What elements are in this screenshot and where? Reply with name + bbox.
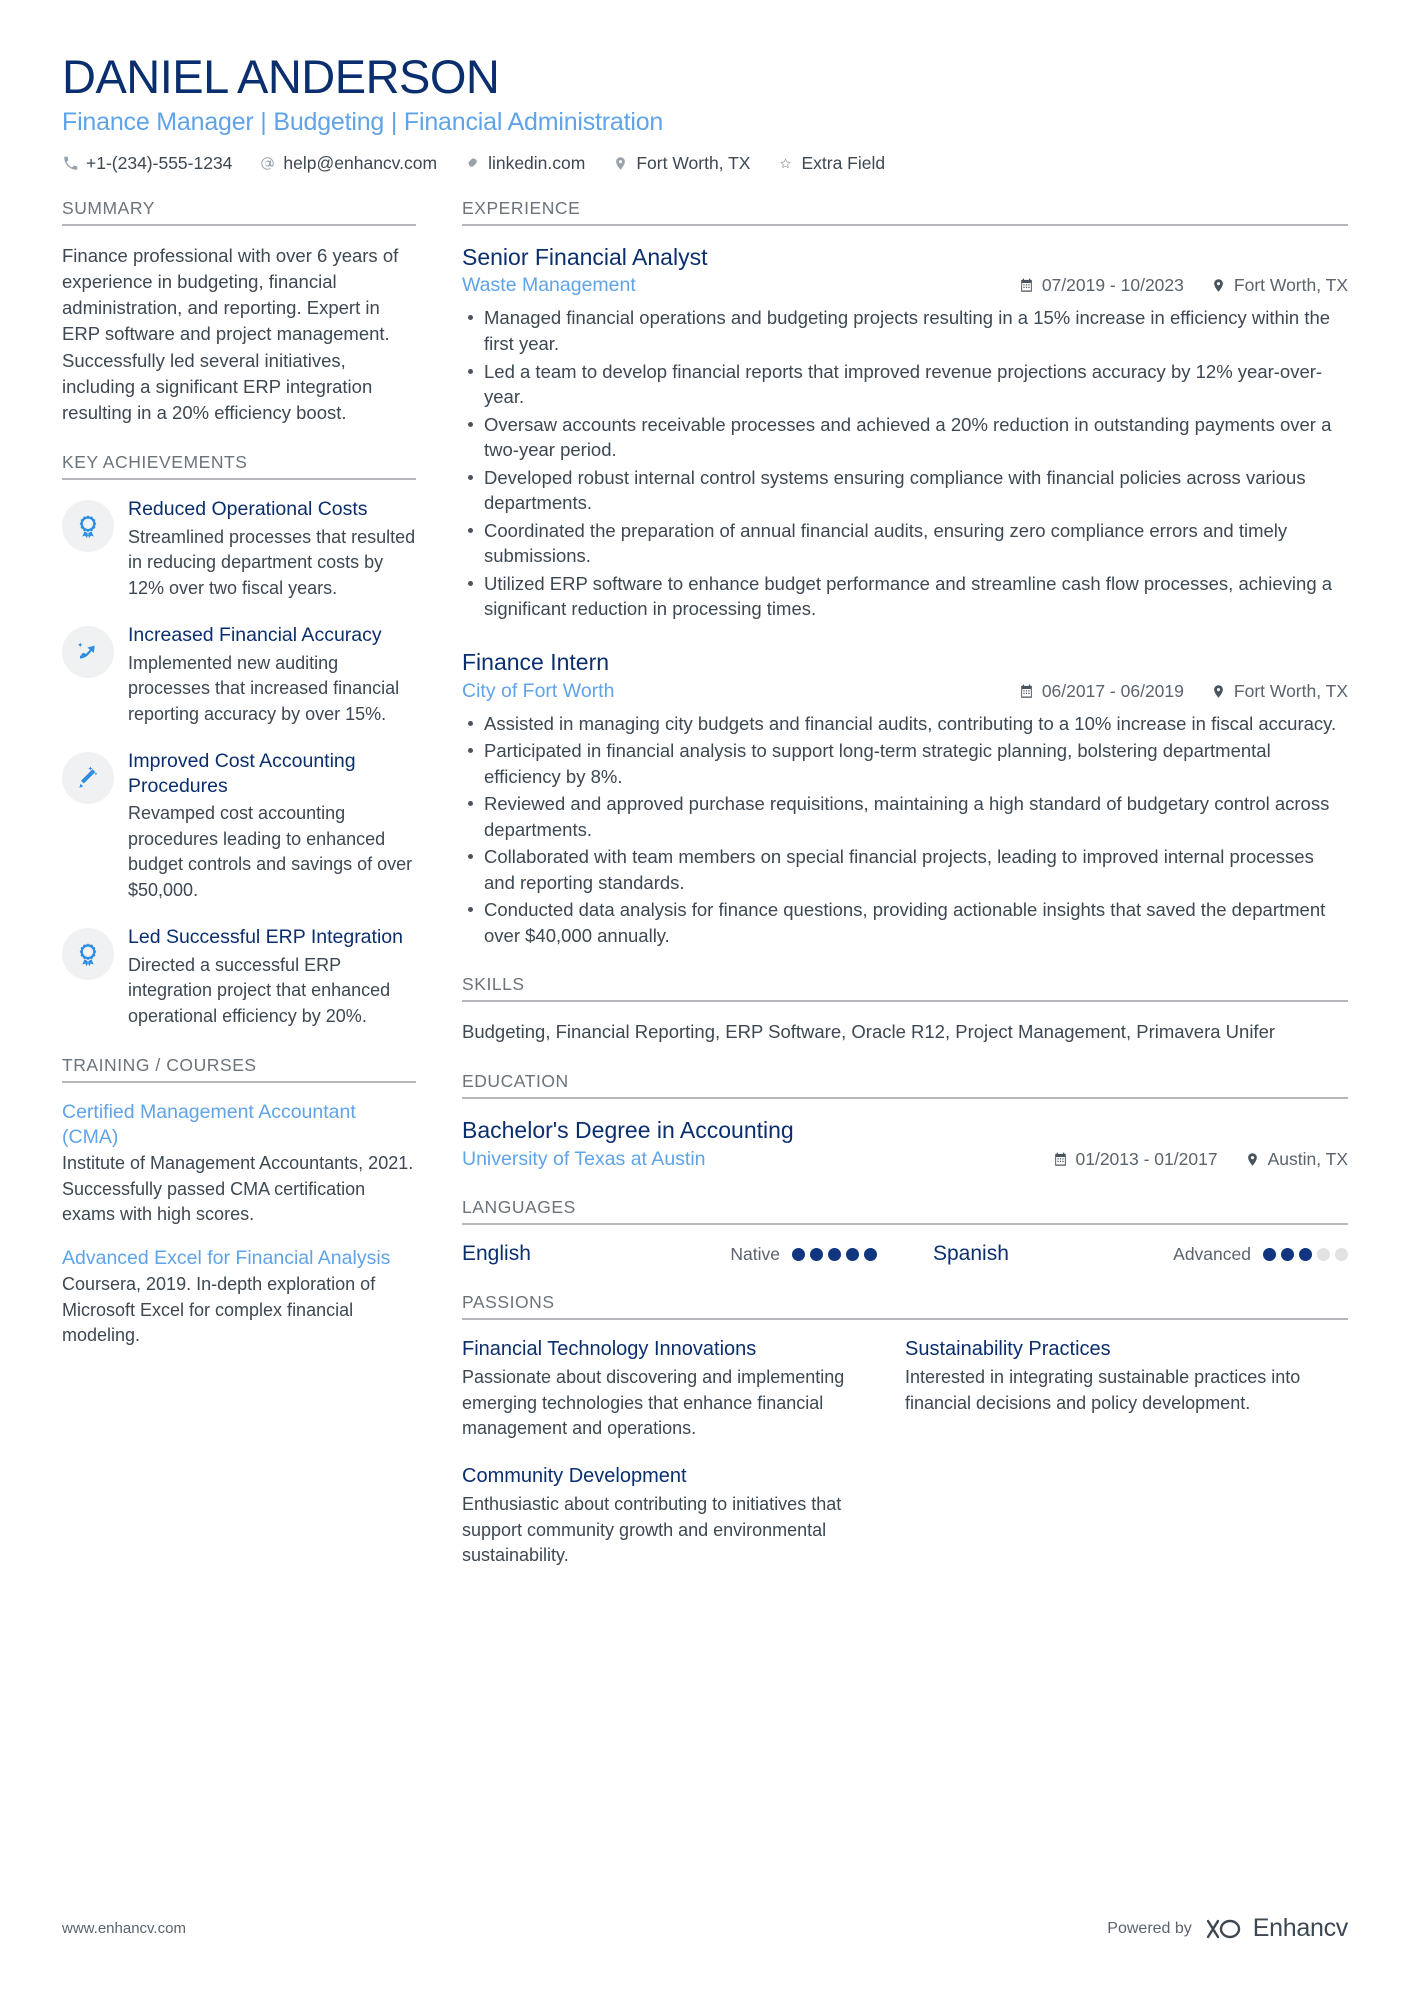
course-description: Institute of Management Accountants, 2021. Successfully passed CMA certification exams with high scores. — [62, 1153, 414, 1225]
left-column — [62, 198, 462, 1375]
resume-header — [62, 52, 1348, 174]
passion-description: Passionate about discovering and implementing emerging technologies that enhance financial management and operations. — [462, 1367, 845, 1439]
page-title: DANIEL ANDERSON — [62, 50, 500, 103]
location-pin-icon — [1244, 1151, 1261, 1168]
job-bullet: Collaborated with team members on special financial projects, leading to improved internal processes and reporting standards. — [462, 844, 1348, 895]
phone-icon — [62, 155, 79, 172]
section-languages — [462, 1197, 1348, 1266]
achievement-description: Streamlined processes that resulted in reducing department costs by 12% over two fiscal years. — [128, 526, 416, 598]
experience-item — [462, 243, 1348, 622]
location-pin-icon — [1210, 277, 1227, 294]
school-name: University of Texas at Austin — [462, 1148, 706, 1171]
section-divider — [462, 1318, 1348, 1320]
rating-dot — [1317, 1248, 1330, 1261]
passions-list — [462, 1337, 1348, 1590]
contact-phone[interactable] — [62, 153, 232, 174]
achievement-description: Implemented new auditing processes that increased financial reporting accuracy by over 15%. — [128, 652, 400, 724]
section-divider — [462, 1097, 1348, 1099]
education-heading: EDUCATION — [462, 1071, 569, 1092]
job-meta-right — [992, 275, 1348, 296]
growth-arrow-icon — [62, 626, 114, 678]
achievement-item — [62, 623, 416, 727]
language-level: Native — [730, 1243, 780, 1264]
rating-dot — [1335, 1248, 1348, 1261]
passion-item — [905, 1337, 1348, 1442]
section-divider — [62, 224, 416, 226]
job-bullet: Reviewed and approved purchase requisitions, maintaining a high standard of budgetary control across departments. — [462, 791, 1348, 842]
education-location-text: Austin, TX — [1267, 1149, 1348, 1170]
course-item — [62, 1246, 416, 1349]
calendar-icon — [1018, 277, 1035, 294]
rating-dot — [810, 1248, 823, 1261]
job-location-text: Fort Worth, TX — [1233, 680, 1348, 701]
location-pin-icon — [612, 155, 629, 172]
footer-branding — [1107, 1914, 1348, 1943]
section-divider — [62, 1081, 416, 1083]
experience-heading: EXPERIENCE — [462, 197, 581, 218]
star-icon — [777, 155, 794, 172]
contact-location — [612, 153, 750, 174]
job-bullet: Participated in financial analysis to support long-term strategic planning, bolstering departmental efficiency by 8%. — [462, 738, 1348, 789]
achievement-description: Revamped cost accounting procedures leading to enhanced budget controls and savings of over $50,000. — [128, 803, 413, 900]
powered-by-label: Powered by — [1107, 1919, 1192, 1937]
job-bullet: Managed financial operations and budgeting projects resulting in a 15% increase in efficiency within the first year. — [462, 305, 1348, 356]
job-dates — [1018, 275, 1184, 296]
contact-linkedin[interactable] — [464, 153, 585, 174]
job-bullet: Led a team to develop financial reports that improved revenue projections accuracy by 12% year-over-year. — [462, 359, 1348, 410]
contact-phone-text: +1-(234)-555-1234 — [86, 152, 233, 173]
contact-email-text: help@enhancv.com — [283, 152, 438, 173]
job-location — [1210, 681, 1348, 702]
enhancv-wordmark: Enhancv — [1252, 1914, 1348, 1942]
education-meta-right — [1026, 1149, 1349, 1170]
section-skills — [462, 974, 1348, 1045]
course-item — [62, 1100, 416, 1227]
course-title: Advanced Excel for Financial Analysis — [62, 1246, 391, 1269]
language-item — [905, 1242, 1348, 1266]
passion-description: Interested in integrating sustainable practices into financial decisions and policy development. — [905, 1367, 1301, 1413]
job-title: Senior Financial Analyst — [462, 243, 708, 270]
calendar-icon — [1052, 1151, 1069, 1168]
section-summary — [62, 198, 416, 427]
skills-heading: SKILLS — [462, 974, 525, 995]
right-column — [462, 198, 1348, 1617]
contact-bar — [62, 153, 1348, 174]
enhancv-mark-icon — [1204, 1915, 1244, 1943]
passion-title: Sustainability Practices — [905, 1338, 1111, 1361]
achievement-item — [62, 749, 416, 903]
job-meta-right — [992, 681, 1348, 702]
section-divider — [462, 1000, 1348, 1002]
section-divider — [462, 224, 1348, 226]
job-bullet: Assisted in managing city budgets and financial audits, contributing to a 10% increase in fiscal accuracy. — [462, 711, 1348, 737]
course-description: Coursera, 2019. In-depth exploration of Microsoft Excel for complex financial modeling. — [62, 1274, 376, 1346]
job-location — [1210, 275, 1348, 296]
rating-dot — [1263, 1248, 1276, 1261]
magic-wand-icon — [62, 752, 114, 804]
section-training-courses — [62, 1055, 416, 1348]
language-level: Advanced — [1173, 1243, 1251, 1264]
resume-body — [62, 198, 1348, 1617]
language-rating-dots — [1263, 1248, 1348, 1261]
achievement-title: Led Successful ERP Integration — [128, 926, 403, 949]
job-bullet: Oversaw accounts receivable processes and achieved a 20% reduction in outstanding payments over a two-year period. — [462, 412, 1348, 463]
achievement-body — [128, 623, 416, 727]
rating-dot — [1281, 1248, 1294, 1261]
education-dates — [1052, 1149, 1218, 1170]
job-meta — [462, 274, 1348, 297]
education-meta — [462, 1148, 1348, 1171]
course-title: Certified Management Accountant (CMA) — [62, 1101, 356, 1148]
achievement-body — [128, 749, 416, 903]
contact-location-text: Fort Worth, TX — [636, 152, 751, 173]
passion-item — [462, 1337, 905, 1442]
professional-headline: Finance Manager | Budgeting | Financial Administration — [62, 108, 664, 137]
experience-item — [462, 648, 1348, 949]
rating-dot — [864, 1248, 877, 1261]
job-meta — [462, 680, 1348, 703]
contact-linkedin-text: linkedin.com — [488, 152, 586, 173]
job-bullets — [462, 711, 1348, 949]
language-rating-dots — [792, 1248, 877, 1261]
svg-text:1: 1 — [86, 522, 90, 530]
achievement-body — [128, 497, 416, 601]
education-dates-text: 01/2013 - 01/2017 — [1075, 1149, 1218, 1170]
language-name: English — [462, 1242, 531, 1266]
summary-text: Finance professional with over 6 years of experience in budgeting, financial administration, and reporting. Expert in ERP software and project management. Successfully led several initiatives, including a significant ERP integration resulting in a 20% efficiency boost. — [62, 244, 399, 424]
key-achievements-heading: KEY ACHIEVEMENTS — [62, 452, 248, 473]
job-location-text: Fort Worth, TX — [1233, 275, 1348, 296]
section-education — [462, 1071, 1348, 1171]
achievement-title: Reduced Operational Costs — [128, 498, 368, 521]
footer-website-url[interactable]: www.enhancv.com — [62, 1920, 186, 1937]
job-dates — [1018, 681, 1184, 702]
passions-heading: PASSIONS — [462, 1292, 555, 1313]
passion-description: Enthusiastic about contributing to initiatives that support community growth and environmental sustainability. — [462, 1494, 842, 1566]
section-divider — [62, 478, 416, 480]
achievement-title: Increased Financial Accuracy — [128, 624, 382, 647]
link-icon — [464, 155, 481, 172]
training-heading: TRAINING / COURSES — [62, 1055, 257, 1076]
achievement-body — [128, 925, 416, 1029]
education-location — [1244, 1149, 1348, 1170]
contact-email[interactable] — [259, 153, 437, 174]
job-organization: City of Fort Worth — [462, 679, 615, 702]
calendar-icon — [1018, 683, 1035, 700]
achievement-title: Improved Cost Accounting Procedures — [128, 750, 356, 797]
education-item — [462, 1116, 1348, 1171]
page-footer — [62, 1914, 1348, 1943]
languages-list — [462, 1242, 1348, 1266]
degree-title: Bachelor's Degree in Accounting — [462, 1117, 794, 1144]
contact-extra-field — [777, 153, 885, 174]
job-bullet: Developed robust internal control systems ensuring compliance with financial policies across various departments. — [462, 465, 1348, 516]
award-ribbon-icon — [62, 500, 114, 552]
job-dates-text: 06/2017 - 06/2019 — [1041, 680, 1184, 701]
job-bullet: Utilized ERP software to enhance budget performance and streamline cash flow processes, achieving a significant reduction in processing times. — [462, 571, 1348, 622]
job-organization: Waste Management — [462, 274, 636, 297]
job-bullet: Coordinated the preparation of annual financial audits, ensuring zero compliance errors and timely submissions. — [462, 518, 1348, 569]
rating-dot — [792, 1248, 805, 1261]
passion-title: Financial Technology Innovations — [462, 1338, 757, 1361]
achievement-item — [62, 497, 416, 601]
passion-item — [462, 1464, 905, 1569]
job-bullets — [462, 305, 1348, 621]
rating-dot — [828, 1248, 841, 1261]
svg-text:1: 1 — [86, 950, 90, 958]
location-pin-icon — [1210, 683, 1227, 700]
award-ribbon-icon — [62, 928, 114, 980]
achievement-description: Directed a successful ERP integration project that enhanced operational efficiency by 20%. — [128, 954, 391, 1026]
section-divider — [462, 1223, 1348, 1225]
rating-dot — [1299, 1248, 1312, 1261]
contact-extra-field-text: Extra Field — [801, 152, 886, 173]
summary-heading: SUMMARY — [62, 197, 155, 218]
skills-text: Budgeting, Financial Reporting, ERP Software, Oracle R12, Project Management, Primavera Unifer — [462, 1021, 1276, 1043]
section-passions — [462, 1292, 1348, 1590]
email-icon — [259, 155, 276, 172]
job-title: Finance Intern — [462, 648, 610, 675]
language-name: Spanish — [933, 1242, 1009, 1266]
job-dates-text: 07/2019 - 10/2023 — [1041, 275, 1184, 296]
section-key-achievements — [62, 452, 416, 1029]
passion-title: Community Development — [462, 1465, 687, 1487]
enhancv-logo — [1204, 1914, 1348, 1943]
section-experience — [462, 198, 1348, 949]
rating-dot — [846, 1248, 859, 1261]
achievement-item — [62, 925, 416, 1029]
job-bullet: Conducted data analysis for finance questions, providing actionable insights that saved the department over $40,000 annually. — [462, 897, 1348, 948]
language-item — [462, 1242, 905, 1266]
languages-heading: LANGUAGES — [462, 1197, 576, 1218]
